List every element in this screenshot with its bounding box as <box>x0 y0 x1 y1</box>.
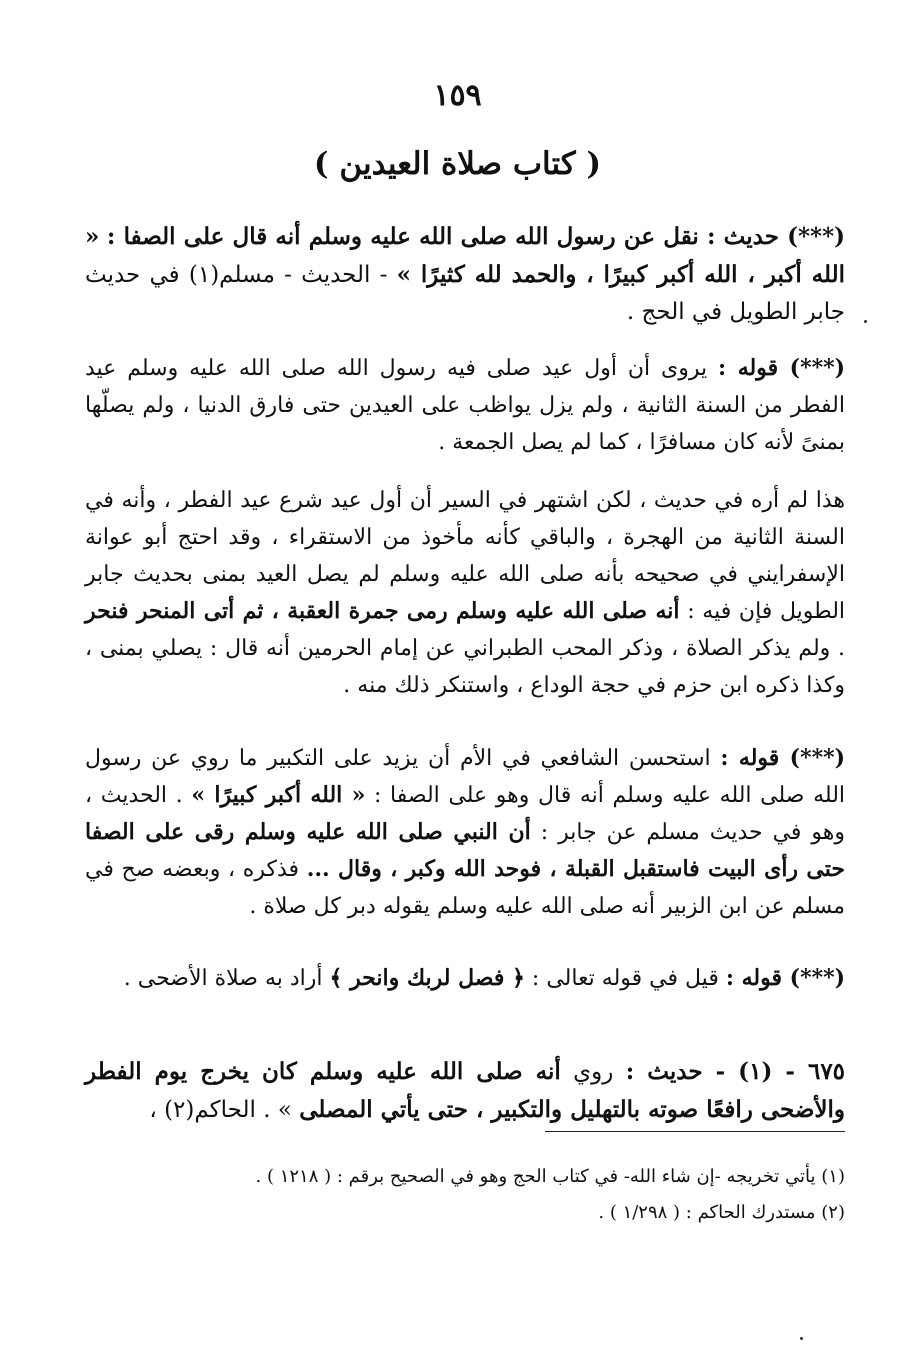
paragraph-text: . ولم يذكر الصلاة ، وذكر المحب الطبراني عن إمام الحرمين أنه قال : يصلي بمنى ، وكذا ذكره ابن حزم في حجة الوداع ، واستنكر ذلك منه . <box>85 636 845 698</box>
paragraph-lead: ٦٧٥ - (١) - حديث : <box>625 1058 846 1085</box>
scan-speck <box>864 320 867 323</box>
hadith-quote: « الله أكبر كبيرًا » <box>191 782 366 808</box>
paragraph-lead: (***) حديث : نقل عن رسول الله صلى الله عليه وسلم أنه قال على الصفا : <box>106 223 845 250</box>
paragraph-commentary <box>85 482 845 704</box>
footnote-2: (٢) مستدرك الحاكم : ( ١/٢٩٨ ) . <box>598 1202 845 1223</box>
hadith-quote: أنه صلى الله عليه وسلم كان يخرج يوم الفطر والأضحى رافعًا صوته بالتهليل والتكبير ، حتى يأتي المصلى <box>85 1058 845 1123</box>
paragraph-first-eid <box>85 350 845 461</box>
paragraph-text: استحسن الشافعي في الأم أن يزيد على التكبير ما روي عن رسول الله صلى الله عليه وسلم أنه قال وهو على الصفا : <box>85 746 846 808</box>
footnote-1: (١) يأتي تخريجه -إن شاء الله- في كتاب الحج وهو في الصحيح برقم : ( ١٢١٨ ) . <box>255 1166 845 1187</box>
hadith-quote: أن النبي صلى الله عليه وسلم رقى على الصفا حتى رأى البيت فاستقبل القبلة ، فوحد الله وكبر ، وقال ... <box>85 819 845 882</box>
paragraph-text: . الحديث ، وهو في حديث مسلم عن جابر : <box>85 783 845 845</box>
hadith-quote: « الله أكبر ، الله أكبر كبيرًا ، والحمد لله كثيرًا » <box>85 223 846 288</box>
quran-quote: ﴿ فصل لربك وانحر ﴾ <box>329 965 525 991</box>
paragraph-shafii <box>85 740 845 925</box>
paragraph-lead: (***) قوله : <box>718 355 846 381</box>
paragraph-text: أراد به صلاة الأضحى . <box>123 966 323 991</box>
hadith-quote: أنه صلى الله عليه وسلم رمى جمرة العقبة ، ثم أتى المنحر فنحر <box>85 598 680 624</box>
paragraph-hadith-675 <box>85 1053 845 1129</box>
paragraph-text: فذكره ، وبعضه صح في مسلم عن ابن الزبير أنه صلى الله عليه وسلم يقوله دبر كل صلاة . <box>85 857 845 919</box>
paragraph-quran-verse <box>85 960 845 997</box>
page-number: ١٥٩ <box>433 78 482 113</box>
chapter-title: ( كتاب صلاة العيدين ) <box>313 146 602 182</box>
paragraph-hadith-safa <box>85 218 845 331</box>
paragraph-text: قيل في قوله تعالى : <box>531 966 719 991</box>
paragraph-lead: (***) قوله : <box>720 745 846 771</box>
footnote-separator <box>545 1131 845 1132</box>
paragraph-text: - الحديث - مسلم(١) في حديث جابر الطويل في الحج . <box>85 262 845 325</box>
paragraph-text: روي <box>573 1059 614 1085</box>
scan-speck <box>800 1337 803 1340</box>
paragraph-text: هذا لم أره في حديث ، لكن اشتهر في السير أن أول عيد شرع عيد الفطر ، وأنه في السنة الثانية من الهجرة ، والباقي كأنه مأخوذ من الاستقراء ، وقد احتج أبو عوانة الإسفرايني في صحيحه بأنه صلى الله عليه وسلم لم يصل العيد بمنى بحديث جابر الطويل فإن فيه : <box>85 488 846 624</box>
paragraph-text: يروى أن أول عيد صلى فيه رسول الله صلى الله عليه وسلم عيد الفطر من السنة الثانية ، ولم يزل يواظب على العيدين حتى فارق الدنيا ، ولم يصلّها بمنىً لأنه كان مسافرًا ، كما لم يصل الجمعة . <box>85 356 845 455</box>
paragraph-text: » . الحاكم(٢) ، <box>149 1097 292 1123</box>
paragraph-lead: (***) قوله : <box>725 965 845 991</box>
